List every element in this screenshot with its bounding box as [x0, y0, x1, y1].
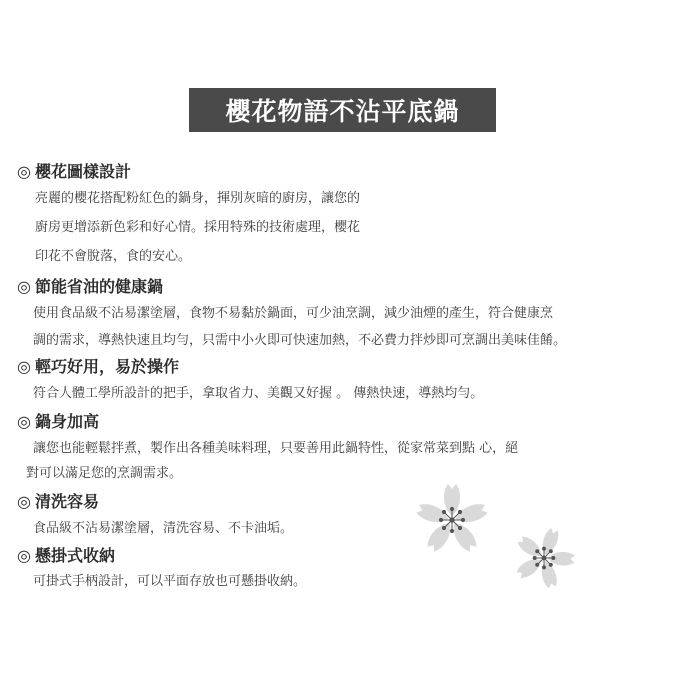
body-line: 符合人體工學所設計的把手，拿取省力、美觀又好握 。 傳熱快速，導熱均勻。	[33, 386, 484, 401]
section-heading	[17, 412, 99, 432]
section-heading-label: 懸掛式收納	[35, 546, 116, 565]
cherry-blossom-icon	[510, 524, 578, 592]
bullet-mark: ◎	[17, 546, 31, 565]
bullet-mark: ◎	[17, 492, 31, 511]
section-heading-label: 鍋身加高	[35, 412, 100, 431]
bullet-mark: ◎	[17, 412, 31, 431]
section-heading	[17, 492, 99, 512]
body-line: 使用食品級不沾易潔塗層，食物不易黏於鍋面，可少油烹調，減少油煙的產生，符合健康烹	[33, 306, 554, 321]
body-line: 印花不會脫落，食的安心。	[35, 249, 192, 264]
section-heading-label: 櫻花圖樣設計	[35, 162, 132, 181]
body-line: 食品級不沾易潔塗層，清洗容易、不卡油垢。	[33, 521, 294, 536]
section-heading	[17, 277, 163, 297]
section-heading	[17, 162, 131, 182]
bullet-mark: ◎	[17, 357, 31, 376]
body-line: 讓您也能輕鬆拌煮，製作出各種美味料理，只要善用此鍋特性，從家常菜到點 心，絕	[33, 441, 519, 456]
body-line: 對可以滿足您的烹調需求。	[26, 466, 183, 481]
bullet-mark: ◎	[17, 277, 31, 296]
body-line: 廚房更增添新色彩和好心情。採用特殊的技術處理，櫻花	[35, 220, 361, 235]
section-heading	[17, 357, 179, 377]
section-heading-label: 節能省油的健康鍋	[35, 277, 164, 296]
body-line: 可掛式手柄設計，可以平面存放也可懸掛收納。	[33, 574, 307, 589]
section-heading-label: 清洗容易	[35, 492, 100, 511]
cherry-blossom-icon	[412, 480, 492, 560]
body-line: 調的需求，導熱快速且均勻，只需中小火即可快速加熱，不必費力拌炒即可烹調出美味佳餚。	[33, 333, 567, 348]
section-heading	[17, 546, 115, 566]
body-line: 亮麗的櫻花搭配粉紅色的鍋身，揮別灰暗的廚房，讓您的	[35, 191, 361, 206]
section-heading-label: 輕巧好用，易於操作	[35, 357, 180, 376]
bullet-mark: ◎	[17, 162, 31, 181]
page-title: 櫻花物語不沾平底鍋	[189, 88, 496, 132]
